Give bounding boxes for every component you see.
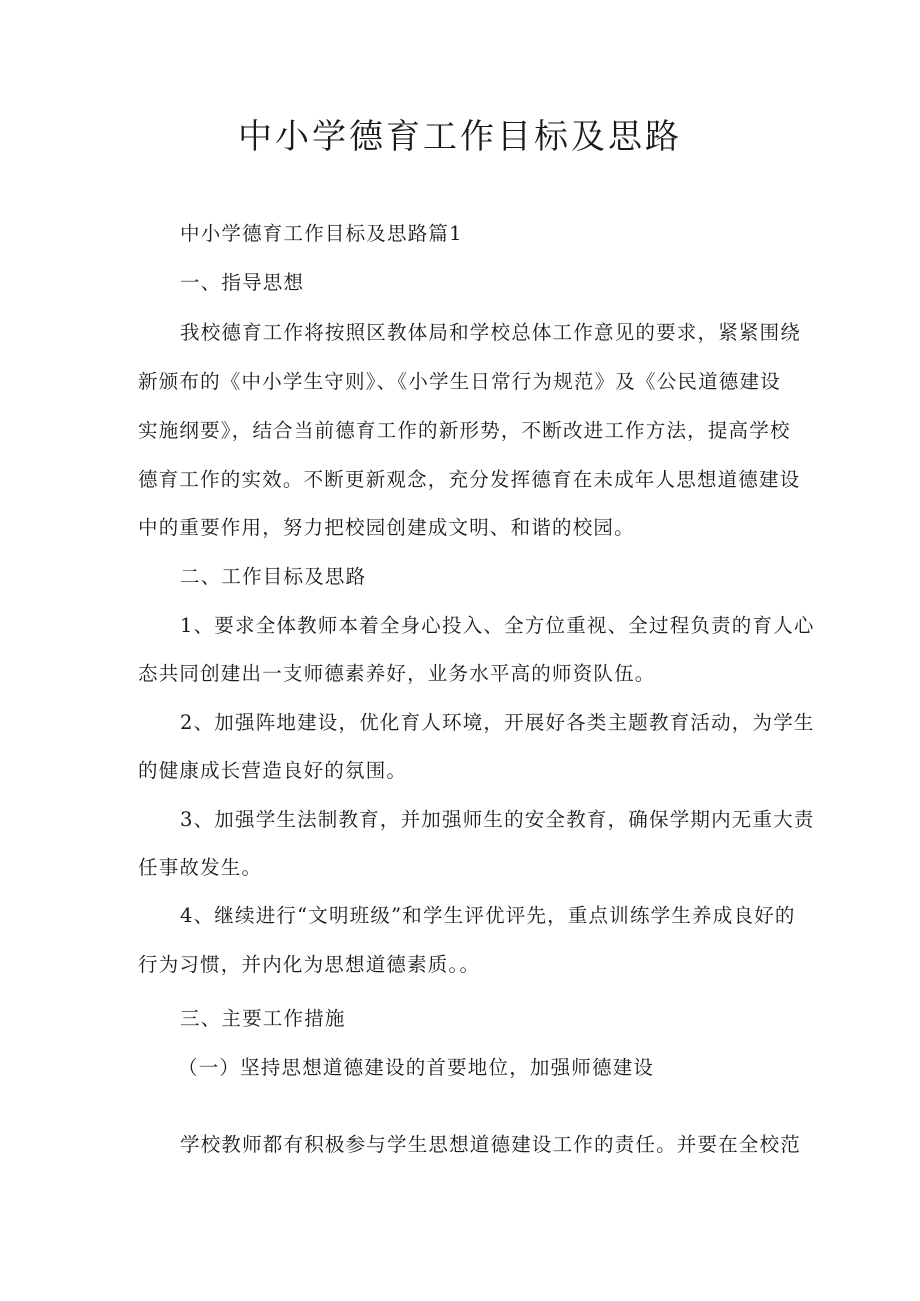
paragraph-line: 态共同创建出一支师德素养好，业务水平高的师资队伍。 [138, 662, 656, 685]
paragraph-line: 行为习惯，并内化为思想道德素质。。 [138, 953, 481, 976]
paragraph-line: 实施纲要》，结合当前德育工作的新形势，不断改进工作方法，提高学校 [138, 419, 791, 442]
paragraph-line: 学校教师都有积极参与学生思想道德建设工作的责任。并要在全校范 [180, 1133, 802, 1156]
paragraph-line: 2、加强阵地建设，优化育人环境，开展好各类主题教育活动，为学生 [180, 711, 815, 734]
subsection-heading: （一）坚持思想道德建设的首要地位，加强师德建设 [178, 1056, 655, 1079]
paragraph-line: 中的重要作用，努力把校园创建成文明、和谐的校园。 [138, 516, 635, 539]
document-title: 中小学德育工作目标及思路 [238, 117, 682, 157]
paragraph-line: 任事故发生。 [138, 856, 263, 879]
paragraph-line: 的健康成长营造良好的氛围。 [138, 759, 408, 782]
section-heading-measures: 三、主要工作措施 [180, 1007, 346, 1030]
paragraph-line: 4、继续进行“文明班级”和学生评优评先，重点训练学生养成良好的 [180, 904, 796, 927]
paragraph-line: 新颁布的《中小学生守则》、《小学生日常行为规范》及《公民道德建设 [138, 370, 781, 393]
section-heading-goals: 二、工作目标及思路 [180, 565, 367, 588]
section-heading-guiding-thought: 一、指导思想 [180, 271, 305, 294]
paragraph-line: 3、加强学生法制教育，并加强师生的安全教育，确保学期内无重大责 [180, 808, 815, 831]
section-heading-part1: 中小学德育工作目标及思路篇1 [180, 222, 463, 245]
paragraph-line: 我校德育工作将按照区教体局和学校总体工作意见的要求，紧紧围绕 [180, 321, 802, 344]
paragraph-line: 德育工作的实效。不断更新观念，充分发挥德育在未成年人思想道德建设 [138, 468, 801, 491]
paragraph-line: 1、要求全体教师本着全身心投入、全方位重视、全过程负责的育人心 [180, 614, 815, 637]
